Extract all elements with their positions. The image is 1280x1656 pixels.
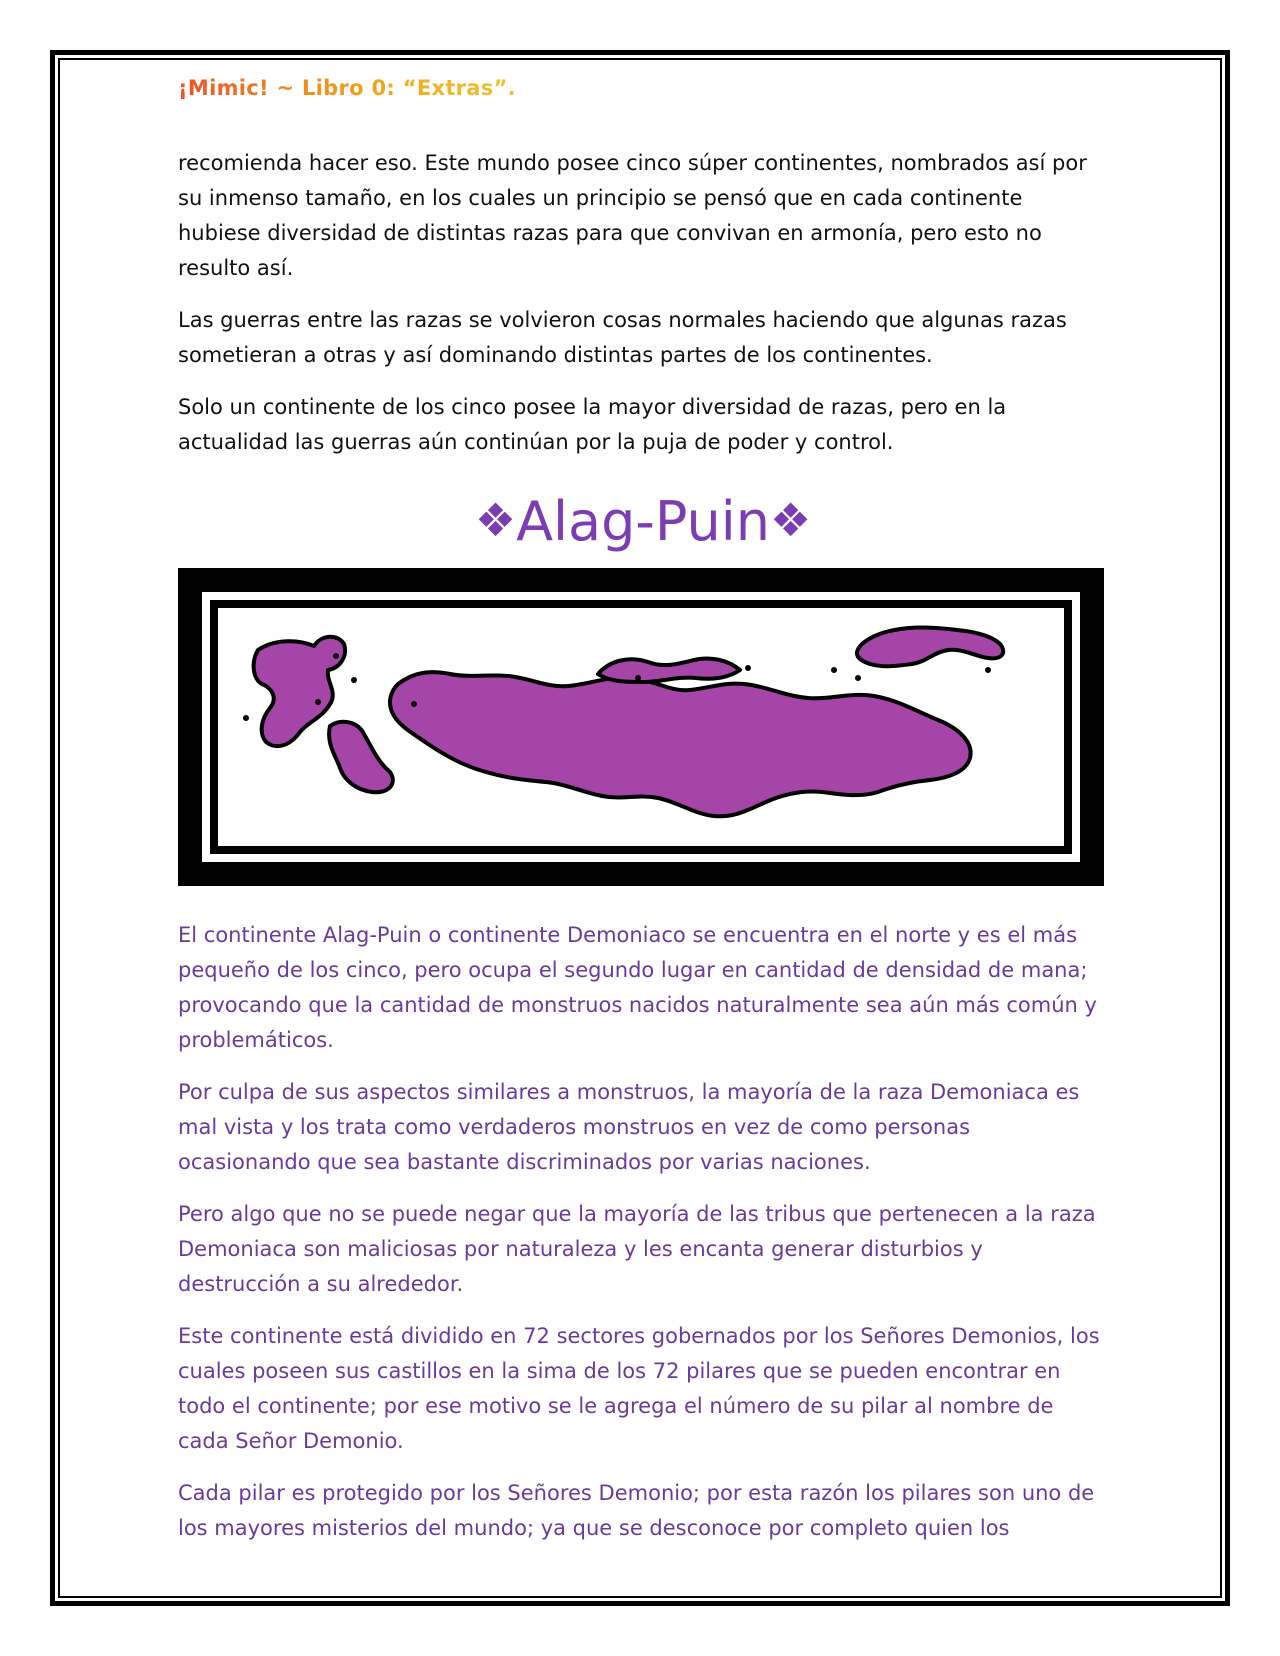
islet [333, 653, 339, 659]
description-paragraph: Cada pilar es protegido por los Señores Demonio; por esta razón los pilares son uno de los mayores misterios del mundo; ya que se desconoce por completo quien los [178, 1481, 1095, 1540]
section-title [178, 488, 1108, 554]
landmass-southwest-island [329, 722, 393, 792]
islet [351, 677, 357, 683]
page-content [178, 146, 1108, 1563]
section-title-text: Alag-Puin [516, 490, 770, 553]
intro-paragraph: recomienda hacer eso. Este mundo posee cinco súper continentes, nombrados así por su inmenso tamaño, en los cuales un principio se pensó que en cada continente hubiese diversidad de distintas razas para que convivan en armonía, pero esto no resulto así. [178, 151, 1087, 280]
islet [745, 665, 751, 671]
description-paragraph: Este continente está dividido en 72 sectores gobernados por los Señores Demonios, los cuales poseen sus castillos en la sima de los 72 pilares que se pueden encontrar en todo el continente; por ese motivo se le agrega el número de su pilar al nombre de cada Señor Demonio. [178, 1324, 1100, 1453]
landmass-north-strip [598, 658, 740, 682]
continent-map-illustration [218, 608, 1064, 846]
islet [411, 701, 417, 707]
islet [635, 675, 641, 681]
continent-map-frame [178, 568, 1104, 886]
diamond-ornament-icon: ❖ [769, 493, 812, 547]
description-paragraph: Pero algo que no se puede negar que la mayoría de las tribus que pertenecen a la raza Demoniaca son maliciosas por naturaleza y les encanta generar disturbios y destrucción a su alrededor. [178, 1202, 1096, 1296]
intro-paragraph: Solo un continente de los cinco posee la mayor diversidad de razas, pero en la actualidad las guerras aún continúan por la puja de poder y control. [178, 395, 1007, 454]
continent-map [218, 608, 1064, 846]
running-header: ¡Mimic! ~ Libro 0: “Extras”. [178, 76, 516, 100]
islet [315, 699, 321, 705]
islet [831, 667, 837, 673]
diamond-ornament-icon: ❖ [474, 493, 517, 547]
islet [855, 675, 861, 681]
landmass-northeast-island [857, 628, 1003, 667]
islet [243, 715, 249, 721]
intro-paragraph: Las guerras entre las razas se volvieron cosas normales haciendo que algunas razas sometieran a otras y así dominando distintas partes de los continentes. [178, 308, 1067, 367]
landmass-main-continent [390, 672, 971, 816]
description-paragraph: Por culpa de sus aspectos similares a monstruos, la mayoría de la raza Demoniaca es mal vista y los trata como verdaderos monstruos en vez de como personas ocasionando que sea bastante discriminados por varias naciones. [178, 1080, 1080, 1174]
description-paragraph: El continente Alag-Puin o continente Demoniaco se encuentra en el norte y es el más pequeño de los cinco, pero ocupa el segundo lugar en cantidad de densidad de mana; provocando que la cantidad de monstruos nacidos naturalmente sea aún más común y problemáticos. [178, 923, 1097, 1052]
islet [985, 667, 991, 673]
